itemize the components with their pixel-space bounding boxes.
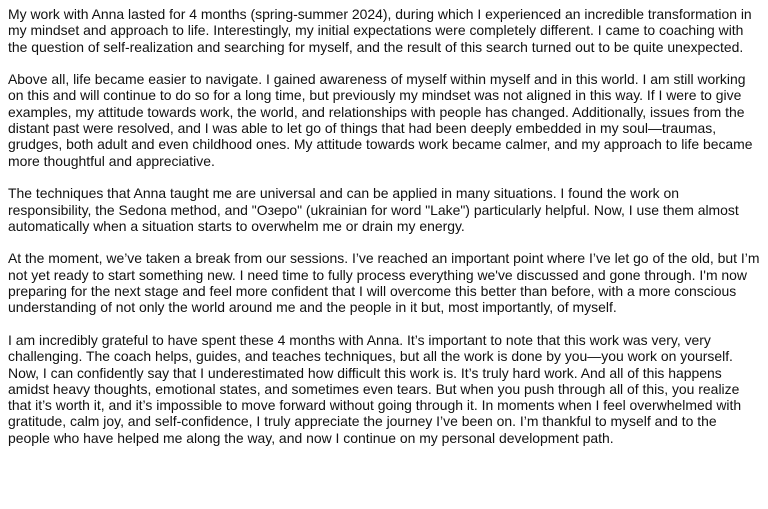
paragraph-5: I am incredibly grateful to have spent these 4 months with Anna. It’s important to note that this work was very, very challenging. The coach helps, guides, and teaches techniques, but all the work is done by you—you work on yourself. Now, I can confidently say that I underestimated how difficult this work is. It’s truly hard work. And all of this happens amidst heavy thoughts, emotional states, and sometimes even tears. But when you push through all of this, you realize that it’s worth it, and it’s impossible to move forward without going through it. In moments when I feel overwhelmed with gratitude, calm joy, and self-confidence, I truly appreciate the journey I’ve been on. I’m thankful to myself and to the people who have helped me along the way, and now I continue on my personal development path. [8,331,742,446]
paragraph-2: Above all, life became easier to navigate. I gained awareness of myself within myself and in this world. I am still working on this and will continue to do so for a long time, but previously my mindset was not aligned in this way. If I were to give examples, my attitude towards work, the world, and relationships with people has changed. Additionally, issues from the distant past were resolved, and I was able to let go of things that had been deeply embedded in my soul—traumas, grudges, both adult and even childhood ones. My attitude towards work became calmer, and my approach to life became more thoughtful and appreciative. [8,71,753,169]
paragraph-3: The techniques that Anna taught me are universal and can be applied in many situations. I found the work on responsibility, the Sedona method, and "Озеро" (ukrainian for word "Lake") particularly helpful. Now, I use them almost automatically when a situation starts to overwhelm me or drain my energy. [8,185,739,234]
paragraph-4: At the moment, we’ve taken a break from our sessions. I’ve reached an important point where I’ve let go of the old, but I’m not yet ready to start something new. I need time to fully process everything we've discussed and gone through. I'm now preparing for the next stage and feel more confident that I will overcome this better than before, with a more conscious understanding of not only the world around me and the people in it but, most importantly, of myself. [8,250,760,316]
paragraph-1: My work with Anna lasted for 4 months (spring-summer 2024), during which I experienced an incredible transformation in my mindset and approach to life. Interestingly, my initial expectations were completely different. I came to coaching with the question of self-realization and searching for myself, and the result of this search turned out to be quite unexpected. [8,6,752,55]
